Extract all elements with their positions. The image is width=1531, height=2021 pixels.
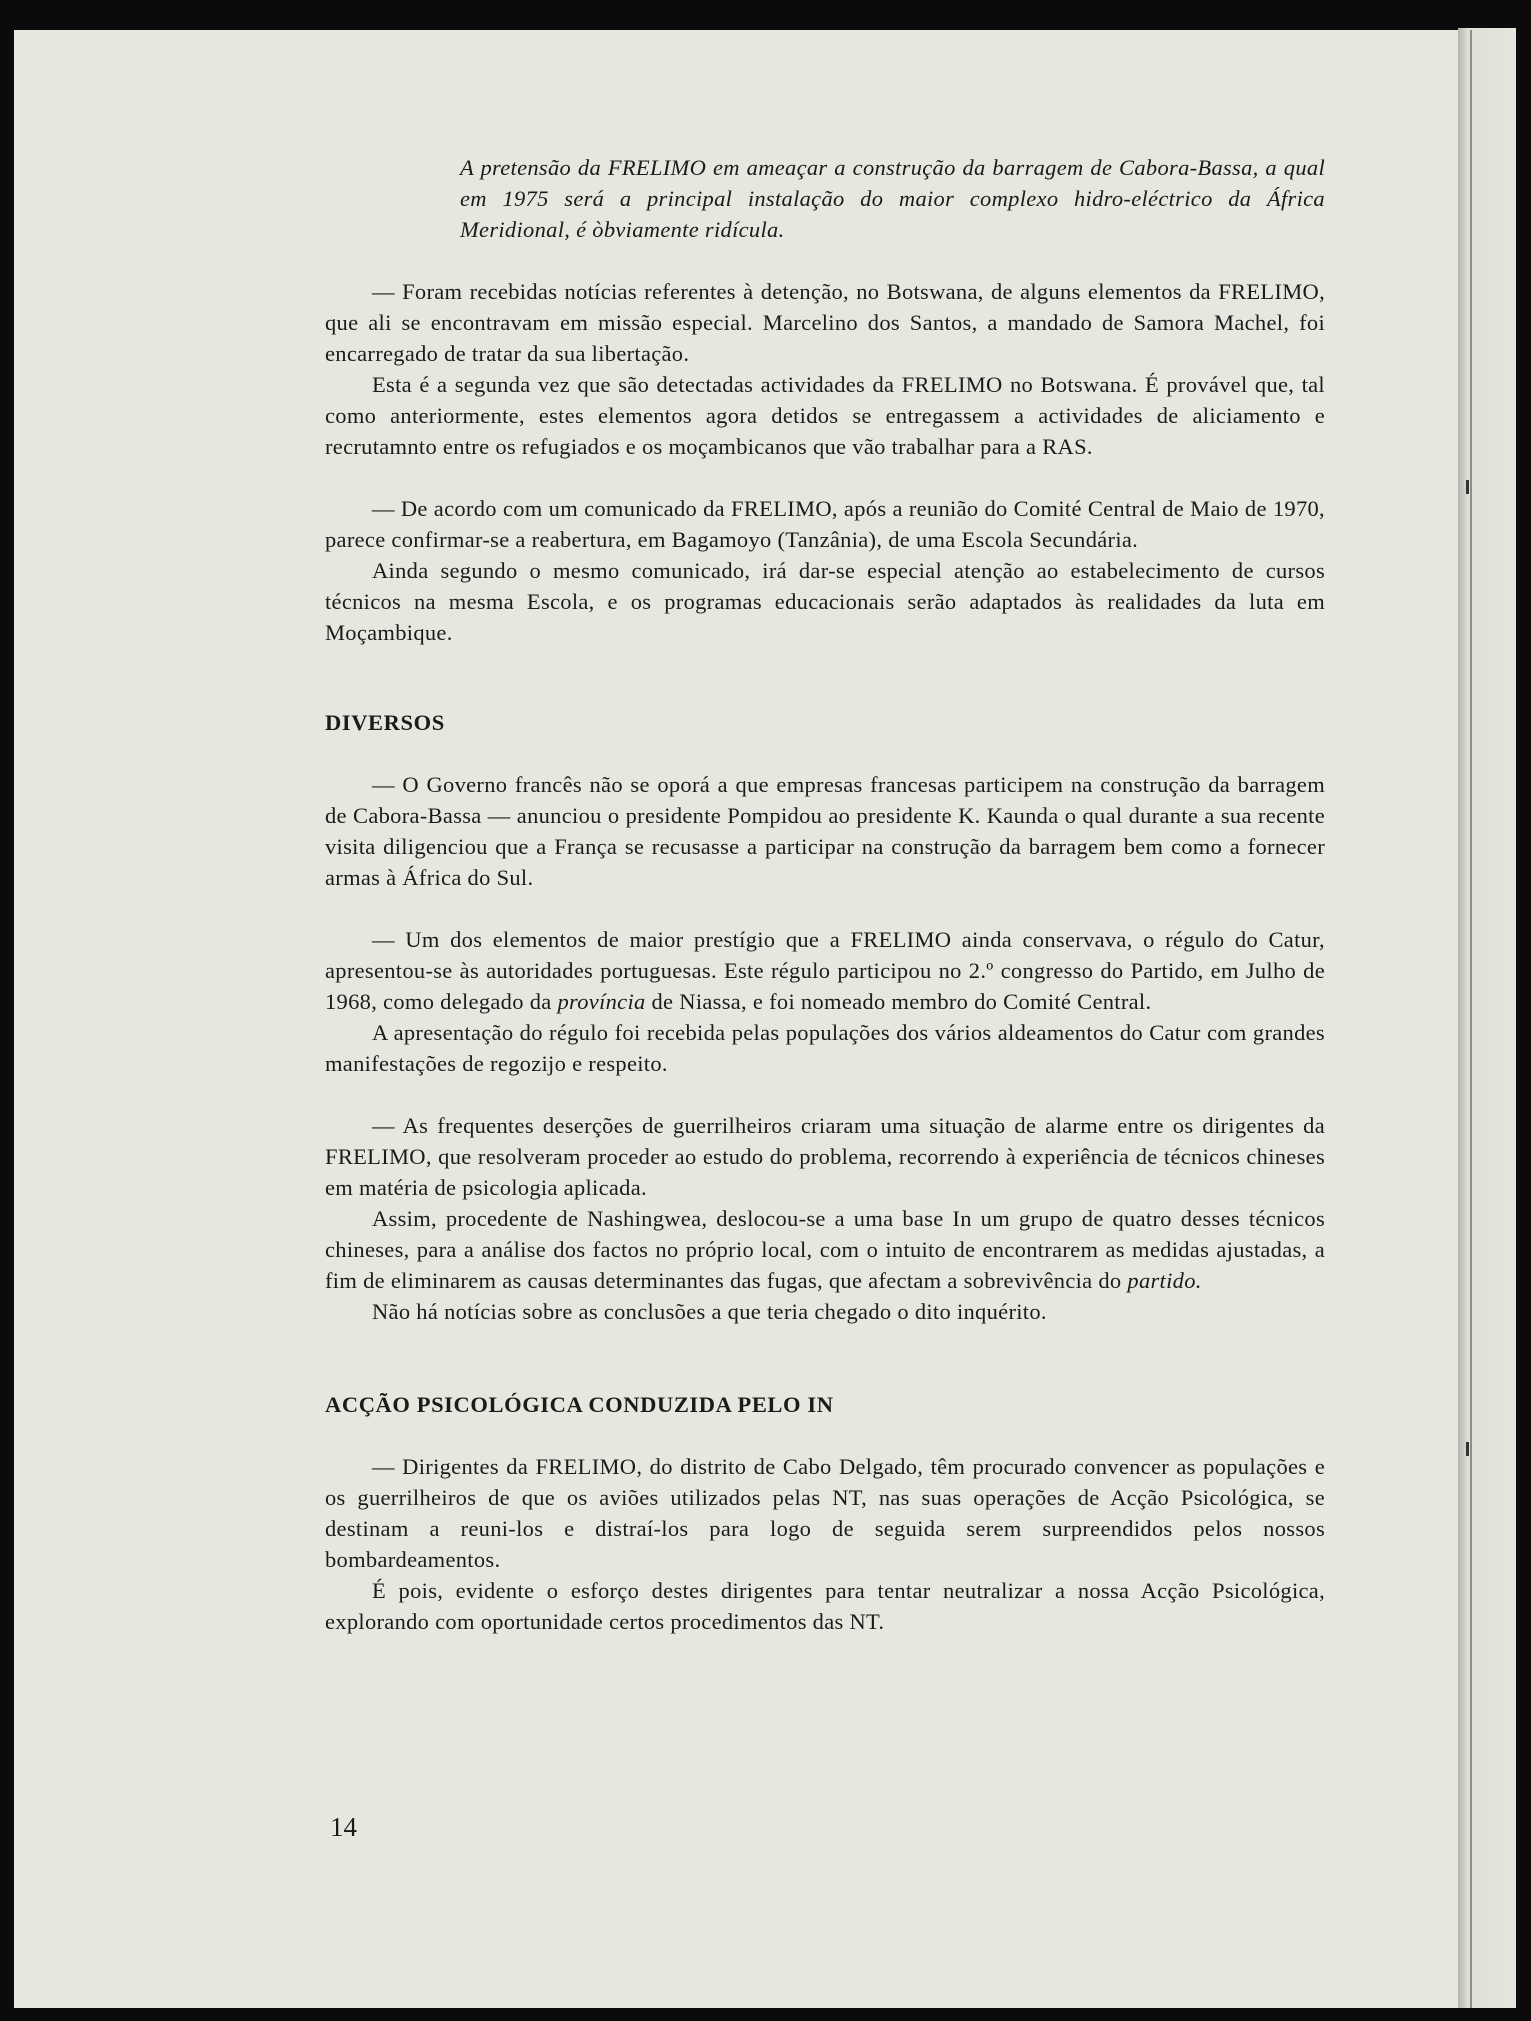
section-heading-accao-psicologica: ACÇÃO PSICOLÓGICA CONDUZIDA PELO IN <box>325 1392 834 1417</box>
italic-text: partido. <box>1127 1268 1202 1293</box>
italic-text: província <box>557 989 646 1014</box>
paragraph-cabo-delgado: — Dirigentes da FRELIMO, do distrito de Cabo Delgado, têm procurado convencer as populações e os guerrilheiros de que os aviões utilizados pelas NT, nas suas operações de Acção Psicológica, se destinam a reuni-los e distraí-los para logo de seguida serem surpreendidos pelos nossos bombardeamentos. <box>325 1454 1325 1572</box>
body-text <box>325 152 1325 1637</box>
spine-edge-line <box>1470 30 1472 2008</box>
intro-paragraph: A pretensão da FRELIMO em ameaçar a construção da barragem de Cabora-Bassa, a qual em 1975 será a principal instalação do maior complexo hidro-eléctrico da África Meridional, é òbviamente ridícula. <box>460 155 1325 242</box>
paragraph-technical-courses: Ainda segundo o mesmo comunicado, irá dar-se especial atenção ao estabelecimento de cursos técnicos na mesma Escola, e os programas educacionais serão adaptados às realidades da luta em Moçambique. <box>325 558 1325 645</box>
paragraph-chinese-technicians <box>325 1203 1325 1296</box>
text-run: Assim, procedente de Nashingwea, deslocou-se a uma base In um grupo de quatro desses técnicos chineses, para a análise dos factos no próprio local, com o intuito de encontrarem as medidas ajustadas, a fim de eliminarem as causas determinantes das fugas, que afectam a sobrevivência do <box>325 1206 1325 1293</box>
edge-mark <box>1466 1442 1469 1456</box>
edge-mark <box>1466 480 1469 494</box>
paragraph-regulo-reception: A apresentação do régulo foi recebida pelas populações dos vários aldeamentos do Catur com grandes manifestações de regozijo e respeito. <box>325 1020 1325 1076</box>
paragraph-desertions: — As frequentes deserções de guerrilheiros criaram uma situação de alarme entre os dirigentes da FRELIMO, que resolveram proceder ao estudo do problema, recorrendo à experiência de técnicos chineses em matéria de psicologia aplicada. <box>325 1113 1325 1200</box>
page-spine <box>1458 28 1516 2008</box>
paragraph-no-news: Não há notícias sobre as conclusões a que teria chegado o dito inquérito. <box>372 1299 1047 1324</box>
paragraph-botswana-detention: — Foram recebidas notícias referentes à detenção, no Botswana, de alguns elementos da FRELIMO, que ali se encontravam em missão especial. Marcelino dos Santos, a mandado de Samora Machel, foi encarregado de tratar da sua libertação. <box>325 279 1325 366</box>
paragraph-regulo-catur <box>325 924 1325 1017</box>
section-heading-diversos: DIVERSOS <box>325 710 445 735</box>
page-number: 14 <box>330 1812 357 1842</box>
text-run: — Um dos elementos de maior prestígio que a FRELIMO ainda conservava, o régulo do Catur, apresentou-se às autoridades portuguesas. Este régulo participou no 2.º congresso do Partido, em Julho de 1968, como delegado da <box>325 927 1325 1014</box>
paragraph-botswana-activities: Esta é a segunda vez que são detectadas actividades da FRELIMO no Botswana. É provável que, tal como anteriormente, estes elementos agora detidos se entregassem a actividades de aliciamento e recrutamnto entre os refugiados e os moçambicanos que vão trabalhar para a RAS. <box>325 372 1325 459</box>
paragraph-neutralize-effort: É pois, evidente o esforço destes dirigentes para tentar neutralizar a nossa Acção Psicológica, explorando com oportunidade certos procedimentos das NT. <box>325 1578 1325 1634</box>
paragraph-cabora-bassa-france: — O Governo francês não se oporá a que empresas francesas participem na construção da barragem de Cabora-Bassa — anunciou o presidente Pompidou ao presidente K. Kaunda o qual durante a sua recente visita diligenciou que a França se recusasse a participar na construção da barragem bem como a fornecer armas à África do Sul. <box>325 772 1325 890</box>
paragraph-bagamoyo-school: — De acordo com um comunicado da FRELIMO, após a reunião do Comité Central de Maio de 1970, parece confirmar-se a reabertura, em Bagamoyo (Tanzânia), de uma Escola Secundária. <box>325 496 1325 552</box>
text-run: de Niassa, e foi nomeado membro do Comité Central. <box>645 989 1152 1014</box>
